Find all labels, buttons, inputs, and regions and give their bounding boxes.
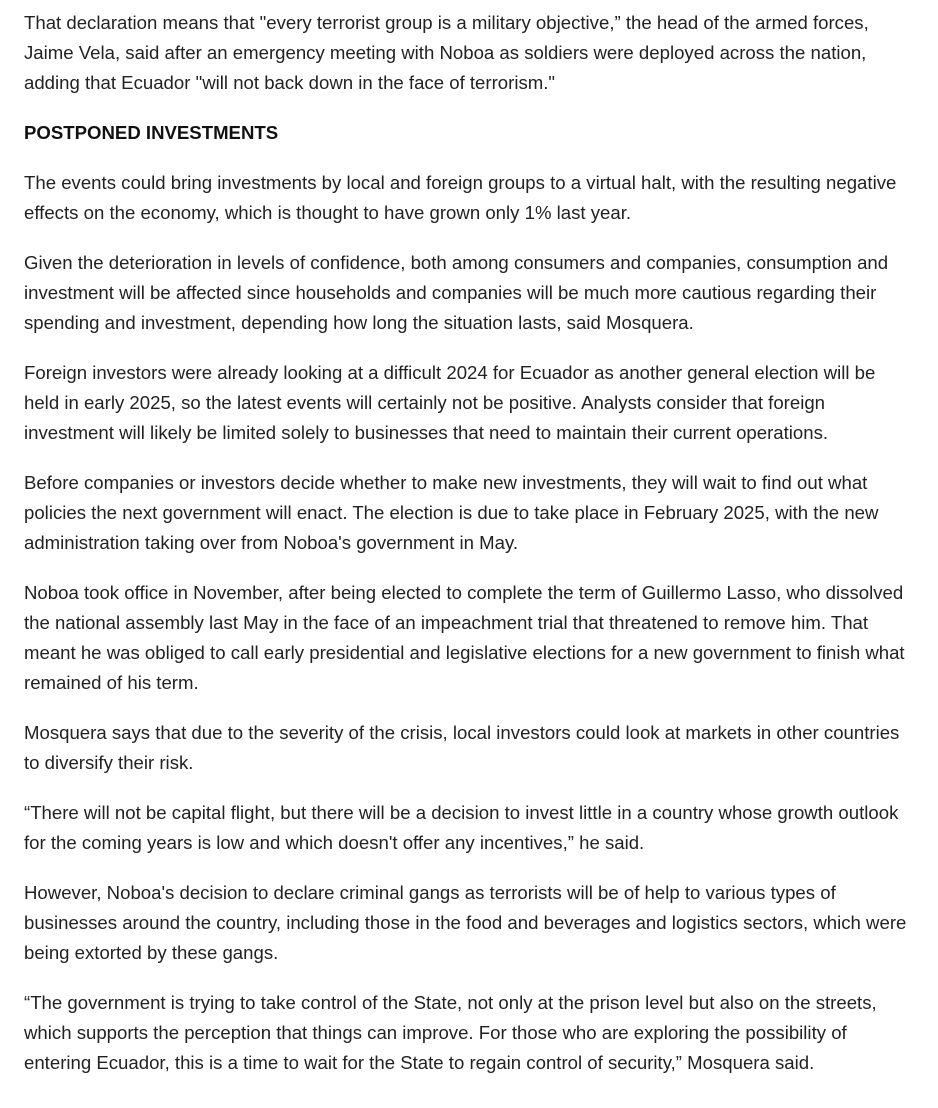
- article-paragraph: Mosquera says that due to the severity of the crisis, local investors could look at markets in other countries to diversify their risk.: [24, 722, 900, 773]
- article-paragraph: Noboa took office in November, after being elected to complete the term of Guillermo Lasso, who dissolved the national assembly last May in the face of an impeachment trial that threatened to remove him. That meant he was obliged to call early presidential and legislative elections for a new government to finish what remained of his term.: [24, 582, 905, 693]
- article-paragraph: Given the deterioration in levels of confidence, both among consumers and companies, consumption and investment will be affected since households and companies will be much more cautious regarding their spending and investment, depending how long the situation lasts, said Mosquera.: [24, 252, 889, 333]
- article-paragraph: However, Noboa's decision to declare criminal gangs as terrorists will be of help to various types of businesses around the country, including those in the food and beverages and logistics sectors, which were being extorted by these gangs.: [24, 882, 907, 963]
- article-paragraph: “There will not be capital flight, but there will be a decision to invest little in a country whose growth outlook for the coming years is low and which doesn't offer any incentives,” he said.: [24, 802, 899, 853]
- article-paragraph: “The government is trying to take control of the State, not only at the prison level but also on the streets, which supports the perception that things can improve. For those who are exploring the possibility of entering Ecuador, this is a time to wait for the State to regain control of security,” Mosquera said.: [24, 992, 877, 1073]
- article-paragraph: The events could bring investments by local and foreign groups to a virtual halt, with the resulting negative effects on the economy, which is thought to have grown only 1% last year.: [24, 172, 897, 223]
- article-paragraph: That declaration means that "every terrorist group is a military objective,” the head of the armed forces, Jaime Vela, said after an emergency meeting with Noboa as soldiers were deployed across the nation, adding that Ecuador "will not back down in the face of terrorism.": [24, 12, 869, 93]
- article-paragraph: Foreign investors were already looking at a difficult 2024 for Ecuador as another general election will be held in early 2025, so the latest events will certainly not be positive. Analysts consider that foreign investment will likely be limited solely to businesses that need to maintain their current operations.: [24, 362, 876, 443]
- section-heading: POSTPONED INVESTMENTS: [24, 122, 279, 143]
- article-paragraph: Before companies or investors decide whether to make new investments, they will wait to find out what policies the next government will enact. The election is due to take place in February 2025, with the new administration taking over from Noboa's government in May.: [24, 472, 879, 553]
